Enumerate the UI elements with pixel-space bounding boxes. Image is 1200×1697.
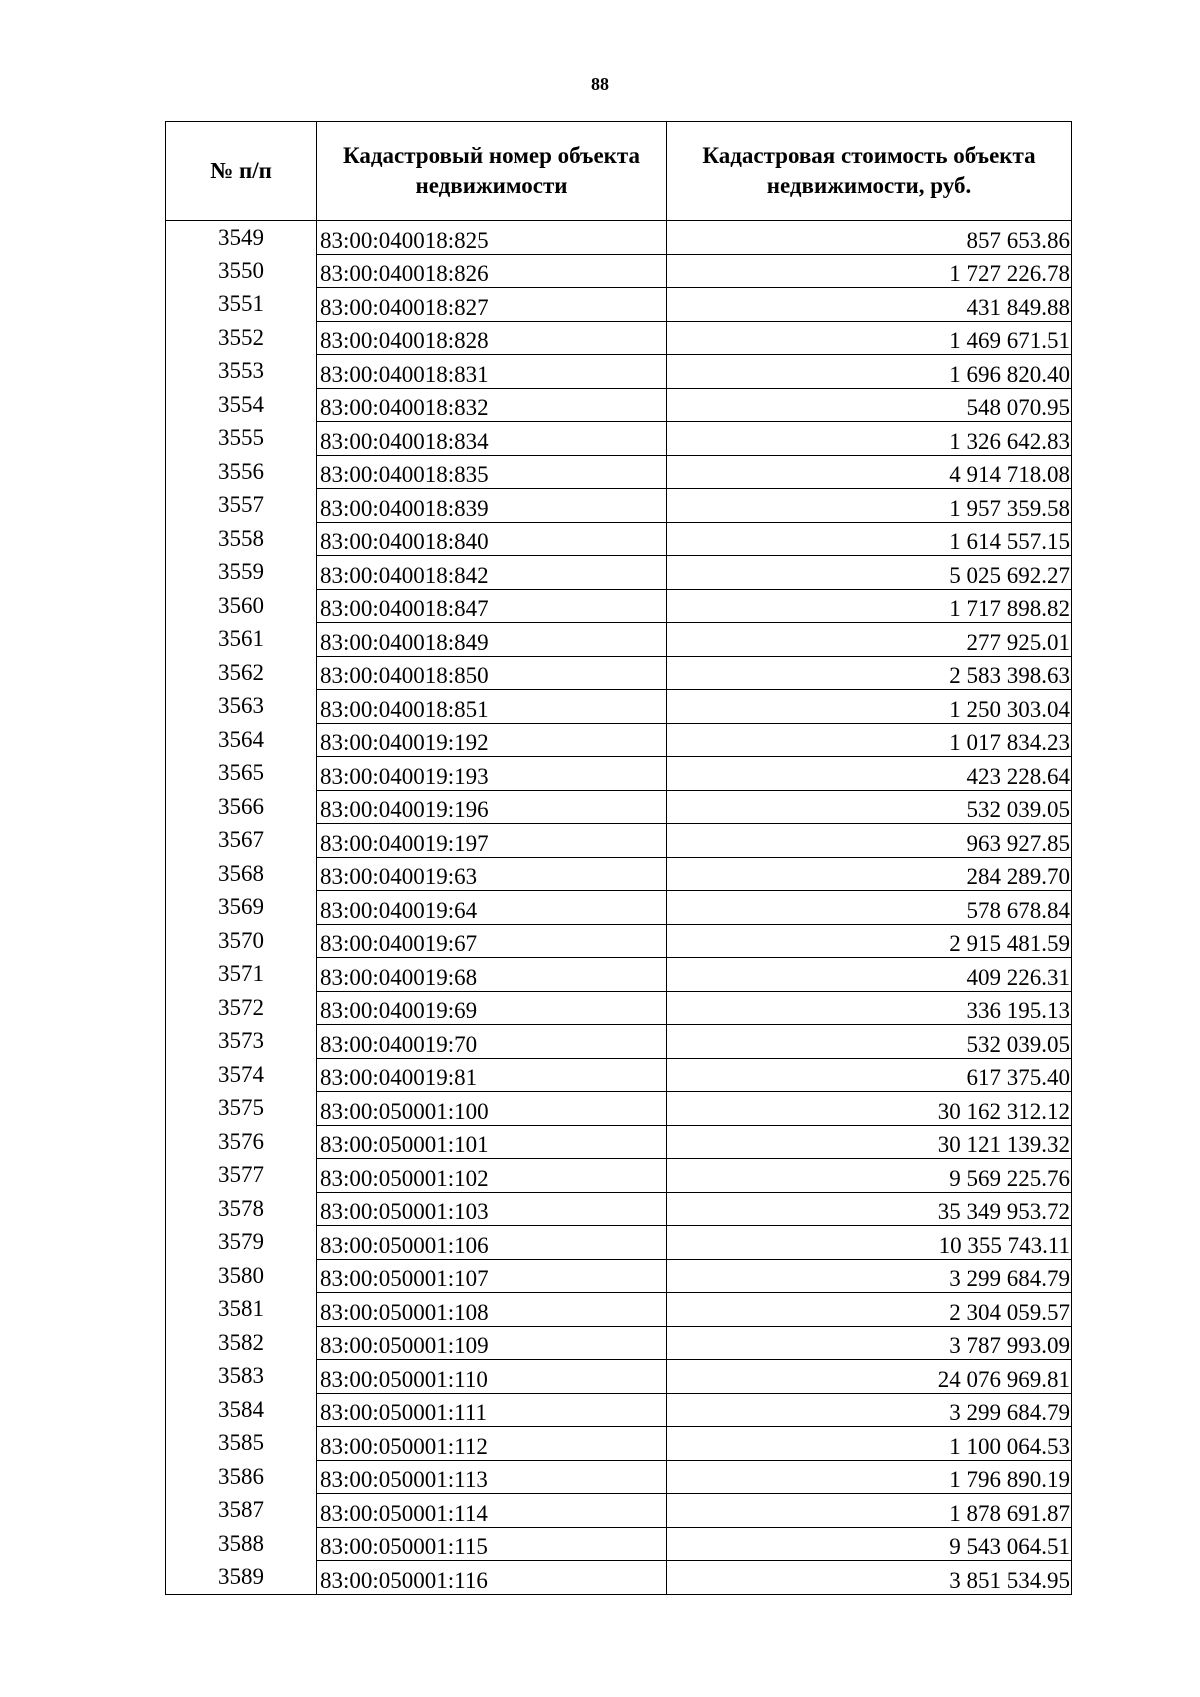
table-row [166,723,1072,757]
row-number-cell: 3570 [166,924,317,958]
table-row [166,1293,1072,1327]
cadastral-number-cell: 83:00:050001:111 [317,1393,667,1427]
cadastral-number-cell: 83:00:040018:835 [317,455,667,489]
cadastral-number-cell: 83:00:040019:193 [317,757,667,791]
cadastral-number-cell: 83:00:040019:69 [317,991,667,1025]
cadastral-value-cell: 1 250 303.04 [667,690,1072,724]
cadastral-value-cell: 409 226.31 [667,958,1072,992]
table-row [166,1058,1072,1092]
table-row [166,221,1072,255]
table-row [166,1561,1072,1595]
cadastral-value-cell: 431 849.88 [667,288,1072,322]
cadastral-value-cell: 30 162 312.12 [667,1092,1072,1126]
table-row [166,1393,1072,1427]
row-number-cell: 3560 [166,589,317,623]
cadastral-number-cell: 83:00:050001:100 [317,1092,667,1126]
row-number-cell: 3584 [166,1393,317,1427]
row-number-cell: 3556 [166,455,317,489]
table-row [166,790,1072,824]
cadastral-value-cell: 2 583 398.63 [667,656,1072,690]
cadastral-value-cell: 963 927.85 [667,824,1072,858]
table-row [166,991,1072,1025]
cadastral-value-cell: 30 121 139.32 [667,1125,1072,1159]
table-row [166,1159,1072,1193]
row-number-cell: 3552 [166,321,317,355]
table-row [166,489,1072,523]
cadastral-number-cell: 83:00:040018:847 [317,589,667,623]
header-row-number: № п/п [166,122,317,221]
row-number-cell: 3580 [166,1259,317,1293]
table-row [166,958,1072,992]
cadastral-number-cell: 83:00:040018:826 [317,254,667,288]
cadastral-value-cell: 617 375.40 [667,1058,1072,1092]
table-row [166,1427,1072,1461]
row-number-cell: 3567 [166,824,317,858]
cadastral-number-cell: 83:00:040018:825 [317,221,667,255]
table-row [166,1527,1072,1561]
row-number-cell: 3565 [166,757,317,791]
cadastral-value-cell: 1 957 359.58 [667,489,1072,523]
cadastral-value-cell: 1 796 890.19 [667,1460,1072,1494]
cadastral-number-cell: 83:00:050001:115 [317,1527,667,1561]
cadastral-value-cell: 1 614 557.15 [667,522,1072,556]
row-number-cell: 3577 [166,1159,317,1193]
row-number-cell: 3581 [166,1293,317,1327]
cadastral-number-cell: 83:00:050001:108 [317,1293,667,1327]
cadastral-number-cell: 83:00:040019:64 [317,891,667,925]
table-body [166,221,1072,1595]
cadastral-number-cell: 83:00:040018:842 [317,556,667,590]
table-row [166,1326,1072,1360]
table-header-row [166,122,1072,221]
cadastral-value-cell: 1 100 064.53 [667,1427,1072,1461]
table-row [166,1125,1072,1159]
row-number-cell: 3551 [166,288,317,322]
cadastral-number-cell: 83:00:040019:81 [317,1058,667,1092]
cadastral-number-cell: 83:00:040019:197 [317,824,667,858]
cadastral-value-cell: 1 469 671.51 [667,321,1072,355]
cadastral-value-cell: 1 017 834.23 [667,723,1072,757]
cadastral-number-cell: 83:00:050001:102 [317,1159,667,1193]
cadastral-number-cell: 83:00:050001:110 [317,1360,667,1394]
cadastral-value-cell: 3 299 684.79 [667,1393,1072,1427]
cadastral-value-cell: 857 653.86 [667,221,1072,255]
cadastral-value-cell: 548 070.95 [667,388,1072,422]
cadastral-value-cell: 1 727 226.78 [667,254,1072,288]
table-row [166,690,1072,724]
row-number-cell: 3571 [166,958,317,992]
cadastral-number-cell: 83:00:040019:67 [317,924,667,958]
row-number-cell: 3585 [166,1427,317,1461]
cadastral-number-cell: 83:00:040018:839 [317,489,667,523]
table-row [166,422,1072,456]
table-row [166,321,1072,355]
table-row [166,656,1072,690]
row-number-cell: 3573 [166,1025,317,1059]
cadastral-number-cell: 83:00:040018:849 [317,623,667,657]
cadastral-number-cell: 83:00:040019:196 [317,790,667,824]
cadastral-number-cell: 83:00:040019:192 [317,723,667,757]
cadastral-value-cell: 532 039.05 [667,790,1072,824]
cadastral-value-cell: 1 326 642.83 [667,422,1072,456]
cadastral-value-table [165,121,1072,1595]
table-row [166,1192,1072,1226]
page-number: 88 [591,74,609,94]
cadastral-number-cell: 83:00:040018:831 [317,355,667,389]
cadastral-number-cell: 83:00:050001:101 [317,1125,667,1159]
cadastral-number-cell: 83:00:050001:113 [317,1460,667,1494]
row-number-cell: 3557 [166,489,317,523]
header-cadastral-number: Кадастровый номер объекта недвижимости [317,122,667,221]
cadastral-value-cell: 336 195.13 [667,991,1072,1025]
cadastral-value-cell: 423 228.64 [667,757,1072,791]
row-number-cell: 3569 [166,891,317,925]
cadastral-number-cell: 83:00:040018:851 [317,690,667,724]
header-cadastral-value: Кадастровая стоимость объекта недвижимости, руб. [667,122,1072,221]
row-number-cell: 3561 [166,623,317,657]
cadastral-number-cell: 83:00:040019:63 [317,857,667,891]
table-row [166,288,1072,322]
cadastral-number-cell: 83:00:040018:832 [317,388,667,422]
row-number-cell: 3563 [166,690,317,724]
cadastral-value-cell: 3 851 534.95 [667,1561,1072,1595]
row-number-cell: 3555 [166,422,317,456]
cadastral-value-cell: 1 717 898.82 [667,589,1072,623]
row-number-cell: 3589 [166,1561,317,1595]
row-number-cell: 3578 [166,1192,317,1226]
cadastral-value-cell: 578 678.84 [667,891,1072,925]
table-row [166,1226,1072,1260]
table-row [166,455,1072,489]
cadastral-value-cell: 9 569 225.76 [667,1159,1072,1193]
row-number-cell: 3575 [166,1092,317,1126]
cadastral-value-cell: 2 304 059.57 [667,1293,1072,1327]
row-number-cell: 3562 [166,656,317,690]
table-row [166,857,1072,891]
cadastral-value-cell: 284 289.70 [667,857,1072,891]
row-number-cell: 3549 [166,221,317,255]
cadastral-value-cell: 10 355 743.11 [667,1226,1072,1260]
row-number-cell: 3582 [166,1326,317,1360]
table-row [166,1460,1072,1494]
row-number-cell: 3587 [166,1494,317,1528]
cadastral-value-cell: 5 025 692.27 [667,556,1072,590]
table-row [166,891,1072,925]
cadastral-number-cell: 83:00:040018:827 [317,288,667,322]
row-number-cell: 3568 [166,857,317,891]
row-number-cell: 3559 [166,556,317,590]
cadastral-value-cell: 532 039.05 [667,1025,1072,1059]
cadastral-number-cell: 83:00:050001:109 [317,1326,667,1360]
cadastral-value-cell: 35 349 953.72 [667,1192,1072,1226]
cadastral-value-cell: 1 878 691.87 [667,1494,1072,1528]
row-number-cell: 3586 [166,1460,317,1494]
table-row [166,1360,1072,1394]
table-row [166,556,1072,590]
row-number-cell: 3553 [166,355,317,389]
table-row [166,1025,1072,1059]
cadastral-number-cell: 83:00:040018:834 [317,422,667,456]
cadastral-value-cell: 2 915 481.59 [667,924,1072,958]
table-row [166,589,1072,623]
table-row [166,355,1072,389]
cadastral-number-cell: 83:00:050001:107 [317,1259,667,1293]
table-row [166,824,1072,858]
row-number-cell: 3558 [166,522,317,556]
cadastral-value-cell: 3 787 993.09 [667,1326,1072,1360]
table-row [166,254,1072,288]
cadastral-value-cell: 1 696 820.40 [667,355,1072,389]
cadastral-number-cell: 83:00:040019:70 [317,1025,667,1059]
row-number-cell: 3550 [166,254,317,288]
row-number-cell: 3572 [166,991,317,1025]
cadastral-value-cell: 277 925.01 [667,623,1072,657]
cadastral-number-cell: 83:00:050001:106 [317,1226,667,1260]
row-number-cell: 3579 [166,1226,317,1260]
cadastral-number-cell: 83:00:040018:828 [317,321,667,355]
row-number-cell: 3554 [166,388,317,422]
cadastral-value-cell: 24 076 969.81 [667,1360,1072,1394]
row-number-cell: 3574 [166,1058,317,1092]
row-number-cell: 3588 [166,1527,317,1561]
row-number-cell: 3576 [166,1125,317,1159]
table-row [166,623,1072,657]
row-number-cell: 3583 [166,1360,317,1394]
table-row [166,1259,1072,1293]
table-row [166,924,1072,958]
table-row [166,1494,1072,1528]
cadastral-number-cell: 83:00:040018:840 [317,522,667,556]
cadastral-number-cell: 83:00:050001:114 [317,1494,667,1528]
table-row [166,757,1072,791]
cadastral-value-cell: 3 299 684.79 [667,1259,1072,1293]
cadastral-value-cell: 4 914 718.08 [667,455,1072,489]
cadastral-number-cell: 83:00:050001:116 [317,1561,667,1595]
cadastral-number-cell: 83:00:050001:112 [317,1427,667,1461]
table-row [166,1092,1072,1126]
table-row [166,522,1072,556]
cadastral-number-cell: 83:00:040018:850 [317,656,667,690]
row-number-cell: 3564 [166,723,317,757]
row-number-cell: 3566 [166,790,317,824]
cadastral-number-cell: 83:00:040019:68 [317,958,667,992]
cadastral-number-cell: 83:00:050001:103 [317,1192,667,1226]
table-row [166,388,1072,422]
cadastral-value-cell: 9 543 064.51 [667,1527,1072,1561]
